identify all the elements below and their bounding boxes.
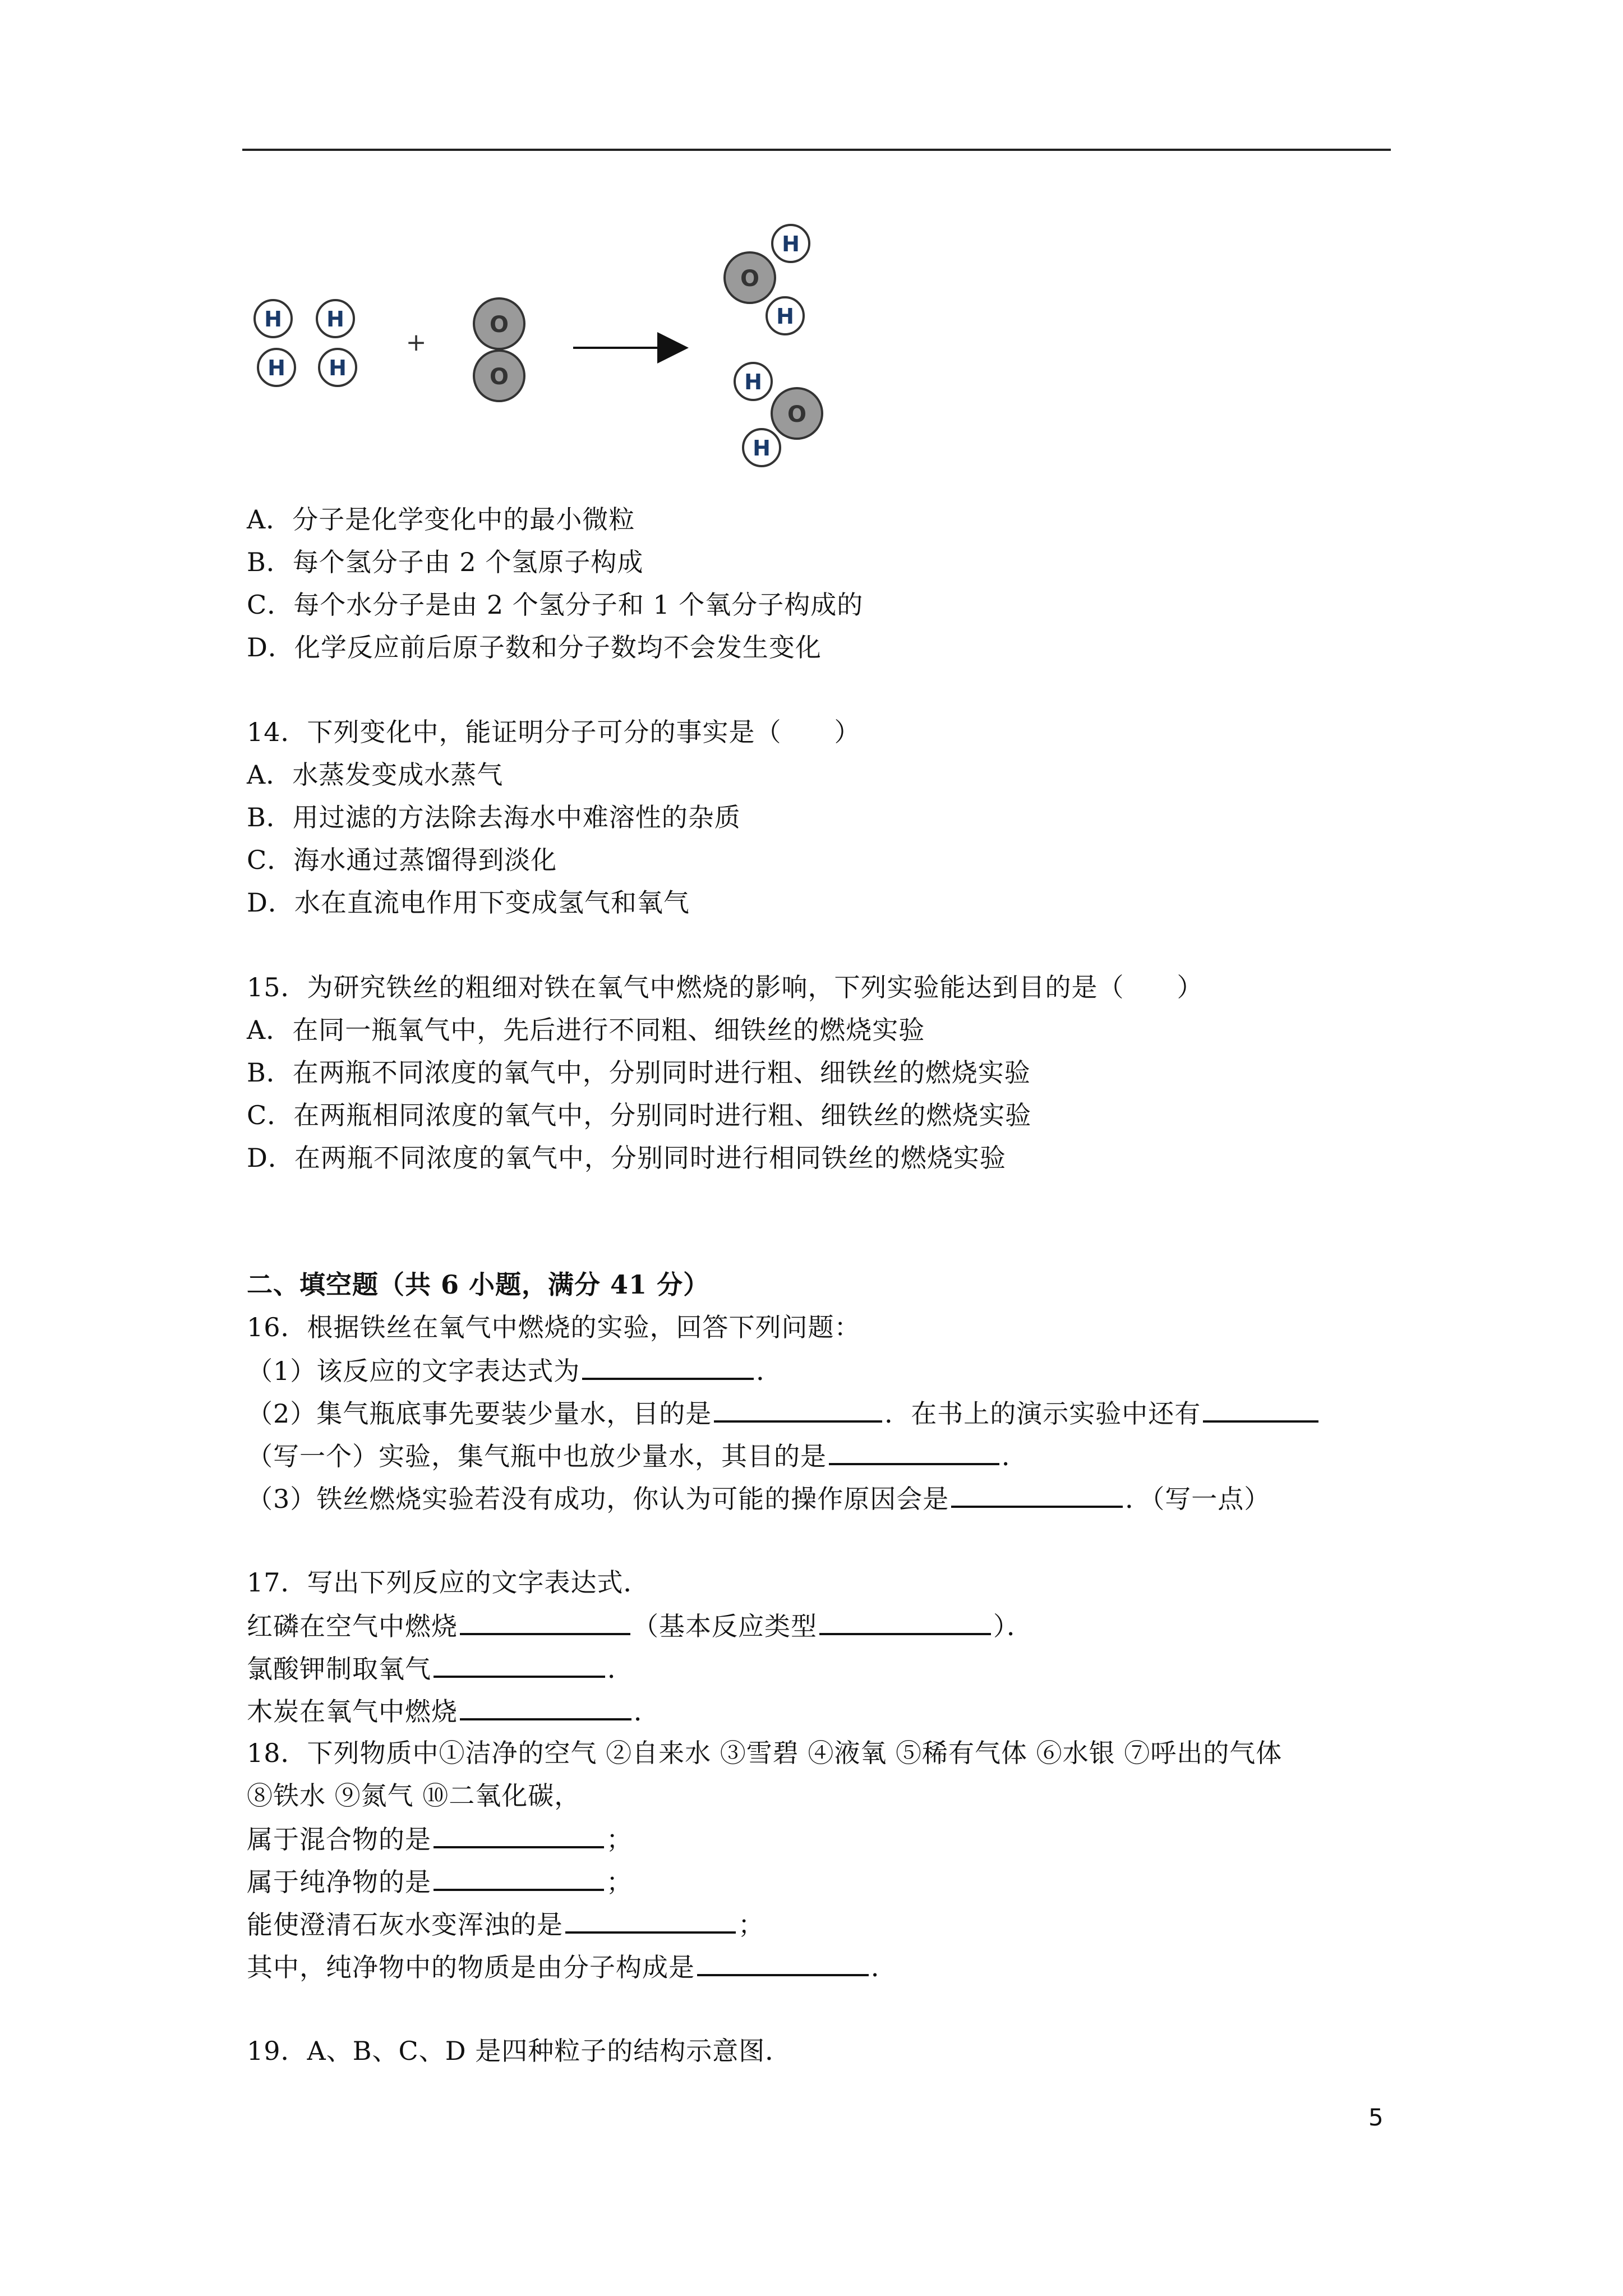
answer-blank[interactable] <box>819 1604 991 1635</box>
q13-option-c: C．每个水分子是由 2 个氢分子和 1 个氧分子构成的 <box>247 590 864 620</box>
q19-stem: 19．A、B、C、D 是四种粒子的结构示意图． <box>247 2036 792 2066</box>
answer-blank[interactable] <box>434 1860 604 1891</box>
q15-option-b: B．在两瓶不同浓度的氧气中，分别同时进行粗、细铁丝的燃烧实验 <box>247 1057 1031 1088</box>
svg-text:H: H <box>753 436 771 461</box>
q14-option-c: C．海水通过蒸馏得到淡化 <box>247 845 557 875</box>
q17-part-1-mid: （基本反应类型 <box>633 1611 817 1641</box>
header-rule <box>242 149 1391 151</box>
q15-option-c: C．在两瓶相同浓度的氧气中，分别同时进行粗、细铁丝的燃烧实验 <box>247 1100 1032 1130</box>
q18-part-2-text: 属于纯净物的是 <box>247 1867 431 1897</box>
q17-part-3-text: 木炭在氧气中燃烧 <box>247 1696 458 1727</box>
hydrogen-molecule-2 <box>317 300 356 386</box>
q18-line-4 <box>247 1945 897 1987</box>
q16-part-1-end: ． <box>756 1356 783 1386</box>
q16-part-2-mid: ．在书上的演示实验中还有 <box>884 1398 1201 1429</box>
answer-blank[interactable] <box>434 1646 605 1678</box>
svg-text:H: H <box>326 307 344 332</box>
q18-part-1-end: ； <box>606 1824 633 1855</box>
q17-line-1 <box>247 1604 1033 1646</box>
q17-stem: 17．写出下列反应的文字表达式． <box>247 1567 650 1598</box>
svg-text:H: H <box>264 307 282 332</box>
q18-part-3-end: ； <box>738 1910 764 1940</box>
svg-text:H: H <box>744 370 762 394</box>
section-title: 二、填空题（共 6 小题，满分 41 分） <box>247 1269 710 1300</box>
q14-option-a: A．水蒸发变成水蒸气 <box>247 760 504 790</box>
q16-line-4 <box>247 1476 1270 1519</box>
q14-option-d: D．水在直流电作用下变成氢气和氧气 <box>247 887 690 918</box>
q18-stem-line-1: 18．下列物质中①洁净的空气 ②自来水 ③雪碧 ④液氧 ⑤稀有气体 ⑥水银 ⑦呼出的气体 <box>247 1738 1283 1768</box>
q16-line-2 <box>247 1391 1321 1434</box>
svg-text:H: H <box>268 356 285 380</box>
answer-blank[interactable] <box>714 1391 882 1423</box>
reaction-diagram <box>236 213 875 482</box>
answer-blank[interactable] <box>1203 1391 1318 1423</box>
answer-blank[interactable] <box>829 1434 999 1465</box>
q18-line-1 <box>247 1817 633 1860</box>
q17-part-3-end: ． <box>634 1696 660 1727</box>
svg-text:H: H <box>329 356 347 380</box>
svg-text:O: O <box>740 266 760 292</box>
svg-text:O: O <box>787 402 807 427</box>
q18-part-4-end: ． <box>871 1952 897 1982</box>
q13-option-d: D．化学反应前后原子数和分子数均不会发生变化 <box>247 632 822 662</box>
water-molecule-1 <box>725 225 809 334</box>
svg-text:H: H <box>776 304 794 329</box>
answer-blank[interactable] <box>460 1604 630 1635</box>
q17-part-1-text: 红磷在空气中燃烧 <box>247 1611 458 1641</box>
q18-part-1-text: 属于混合物的是 <box>247 1824 431 1855</box>
water-molecule-2 <box>735 363 822 466</box>
answer-blank[interactable] <box>460 1689 631 1720</box>
q13-option-b: B．每个氢分子由 2 个氢原子构成 <box>247 547 644 577</box>
q18-part-3-text: 能使澄清石灰水变浑浊的是 <box>247 1910 563 1940</box>
q17-line-2 <box>247 1646 634 1689</box>
q18-line-3 <box>247 1902 764 1945</box>
q13-option-a: A．分子是化学变化中的最小微粒 <box>247 504 635 535</box>
q18-stem-line-2: ⑧铁水 ⑨氮气 ⑩二氧化碳， <box>247 1780 581 1811</box>
q17-part-2-end: ． <box>607 1654 634 1684</box>
answer-blank[interactable] <box>582 1349 754 1380</box>
svg-text:O: O <box>489 312 509 338</box>
q16-part-2-text: （2）集气瓶底事先要装少量水，目的是 <box>247 1398 712 1429</box>
q14-stem: 14．下列变化中，能证明分子可分的事实是（ ） <box>247 717 861 747</box>
q16-part-4-text: （3）铁丝燃烧实验若没有成功，你认为可能的操作原因会是 <box>247 1484 949 1514</box>
q17-line-3 <box>247 1689 660 1732</box>
q16-part-3-end: ． <box>1002 1441 1028 1471</box>
hydrogen-molecule-1 <box>255 300 295 386</box>
q15-stem: 15．为研究铁丝的粗细对铁在氧气中燃烧的影响，下列实验能达到目的是（ ） <box>247 972 1204 1002</box>
q18-part-4-text: 其中，纯净物中的物质是由分子构成是 <box>247 1952 695 1982</box>
svg-text:O: O <box>489 364 509 390</box>
q17-part-2-text: 氯酸钾制取氧气 <box>247 1654 431 1684</box>
plus-sign: + <box>405 328 427 357</box>
page-number: 5 <box>1368 2104 1384 2131</box>
q15-option-d: D．在两瓶不同浓度的氧气中，分别同时进行相同铁丝的燃烧实验 <box>247 1143 1006 1173</box>
q16-stem: 16．根据铁丝在氧气中燃烧的实验，回答下列问题： <box>247 1312 861 1342</box>
q16-part-3-text: （写一个）实验，集气瓶中也放少量水，其目的是 <box>247 1441 827 1471</box>
answer-blank[interactable] <box>565 1902 736 1934</box>
q18-line-2 <box>247 1860 633 1902</box>
q15-option-a: A．在同一瓶氧气中，先后进行不同粗、细铁丝的燃烧实验 <box>247 1015 925 1045</box>
q16-line-3 <box>247 1434 1028 1476</box>
q17-part-1-end: ）． <box>993 1611 1033 1641</box>
q18-part-2-end: ； <box>606 1867 633 1897</box>
answer-blank[interactable] <box>697 1945 869 1976</box>
oxygen-molecule <box>474 298 524 401</box>
q16-line-1 <box>247 1349 782 1391</box>
answer-blank[interactable] <box>434 1817 604 1848</box>
q16-part-1-text: （1）该反应的文字表达式为 <box>247 1356 580 1386</box>
q16-part-4-end: ．（写一点） <box>1125 1484 1271 1514</box>
svg-text:H: H <box>782 232 800 256</box>
q14-option-b: B．用过滤的方法除去海水中难溶性的杂质 <box>247 802 741 832</box>
answer-blank[interactable] <box>951 1476 1123 1508</box>
